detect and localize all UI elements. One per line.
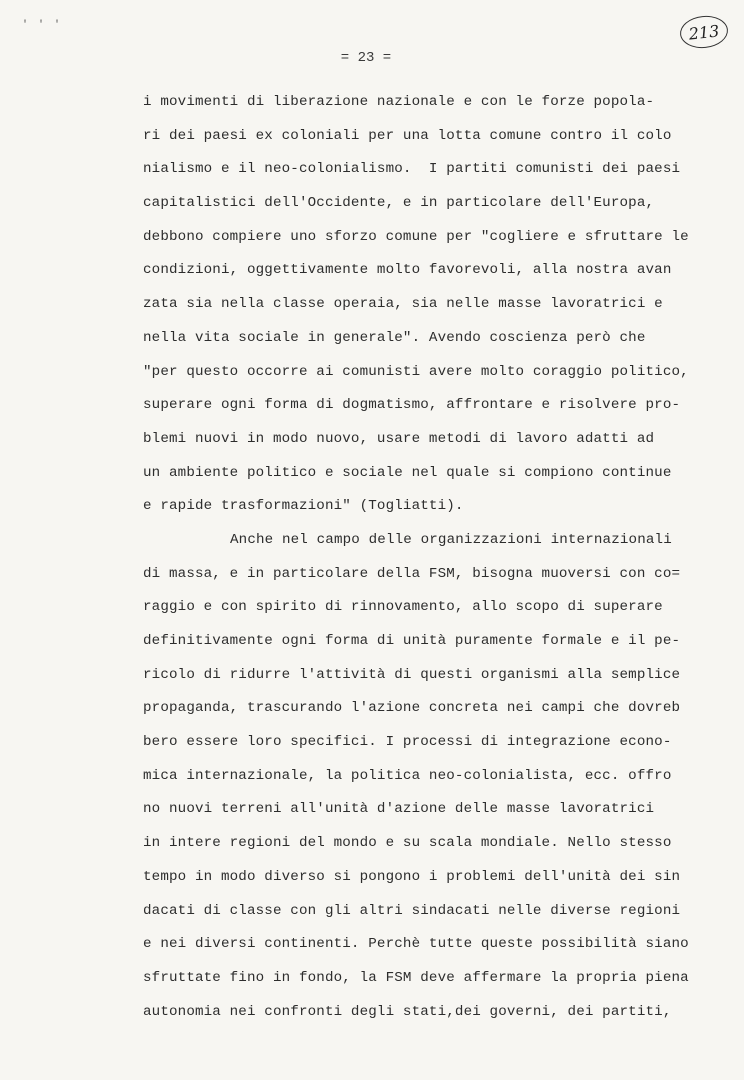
text-line: ri dei paesi ex coloniali per una lotta comune contro il colo <box>143 127 672 144</box>
text-line: di massa, e in particolare della FSM, bisogna muoversi con co= <box>143 565 681 582</box>
text-line: nialismo e il neo-colonialismo. I partiti comunisti dei paesi <box>143 161 681 178</box>
text-line: dacati di classe con gli altri sindacati nelle diverse regioni <box>143 902 681 919</box>
text-line: superare ogni forma di dogmatismo, affrontare e risolvere pro- <box>143 397 681 414</box>
text-line: bero essere loro specifici. I processi di integrazione econo- <box>143 734 672 751</box>
page-number: = 23 = <box>340 50 392 66</box>
text-line: mica internazionale, la politica neo-colonialista, ecc. offro <box>143 767 672 784</box>
text-line: condizioni, oggettivamente molto favorevoli, alla nostra avan <box>143 262 672 279</box>
body-text <box>143 90 703 1033</box>
text-line: in intere regioni del mondo e su scala mondiale. Nello stesso <box>143 835 672 852</box>
text-line: no nuovi terreni all'unità d'azione delle masse lavoratrici <box>143 801 655 818</box>
text-line: autonomia nei confronti degli stati,dei governi, dei partiti, <box>143 1003 672 1020</box>
text-line: blemi nuovi in modo nuovo, usare metodi di lavoro adatti ad <box>143 430 655 447</box>
stamp-number: 213 <box>687 20 721 44</box>
text-line: debbono compiere uno sforzo comune per "cogliere e sfruttare le <box>143 228 689 245</box>
page-stamp <box>678 14 729 51</box>
text-line: sfruttate fino in fondo, la FSM deve affermare la propria piena <box>143 969 689 986</box>
text-line: "per questo occorre ai comunisti avere molto coraggio politico, <box>143 363 689 380</box>
paragraph-first-line: Anche nel campo delle organizzazioni internazionali <box>230 531 672 548</box>
text-line: raggio e con spirito di rinnovamento, allo scopo di superare <box>143 599 663 616</box>
text-line: e nei diversi continenti. Perchè tutte queste possibilità siano <box>143 936 689 953</box>
text-line: tempo in modo diverso si pongono i problemi dell'unità dei sin <box>143 868 681 885</box>
text-line: i movimenti di liberazione nazionale e con le forze popola- <box>143 94 655 110</box>
text-line: propaganda, trascurando l'azione concreta nei campi che dovreb <box>143 700 681 717</box>
text-line: nella vita sociale in generale". Avendo coscienza però che <box>143 329 646 346</box>
corner-marks: ' ' ' <box>22 20 63 31</box>
text-line: ricolo di ridurre l'attività di questi organismi alla semplice <box>143 666 681 683</box>
text-line: un ambiente politico e sociale nel quale si compiono continue <box>143 464 672 481</box>
text-line: zata sia nella classe operaia, sia nelle masse lavoratrici e <box>143 296 663 313</box>
text-line: definitivamente ogni forma di unità puramente formale e il pe- <box>143 633 681 649</box>
text-line: capitalistici dell'Occidente, e in particolare dell'Europa, <box>143 195 655 212</box>
text-line: e rapide trasformazioni" (Togliatti). <box>143 498 464 515</box>
